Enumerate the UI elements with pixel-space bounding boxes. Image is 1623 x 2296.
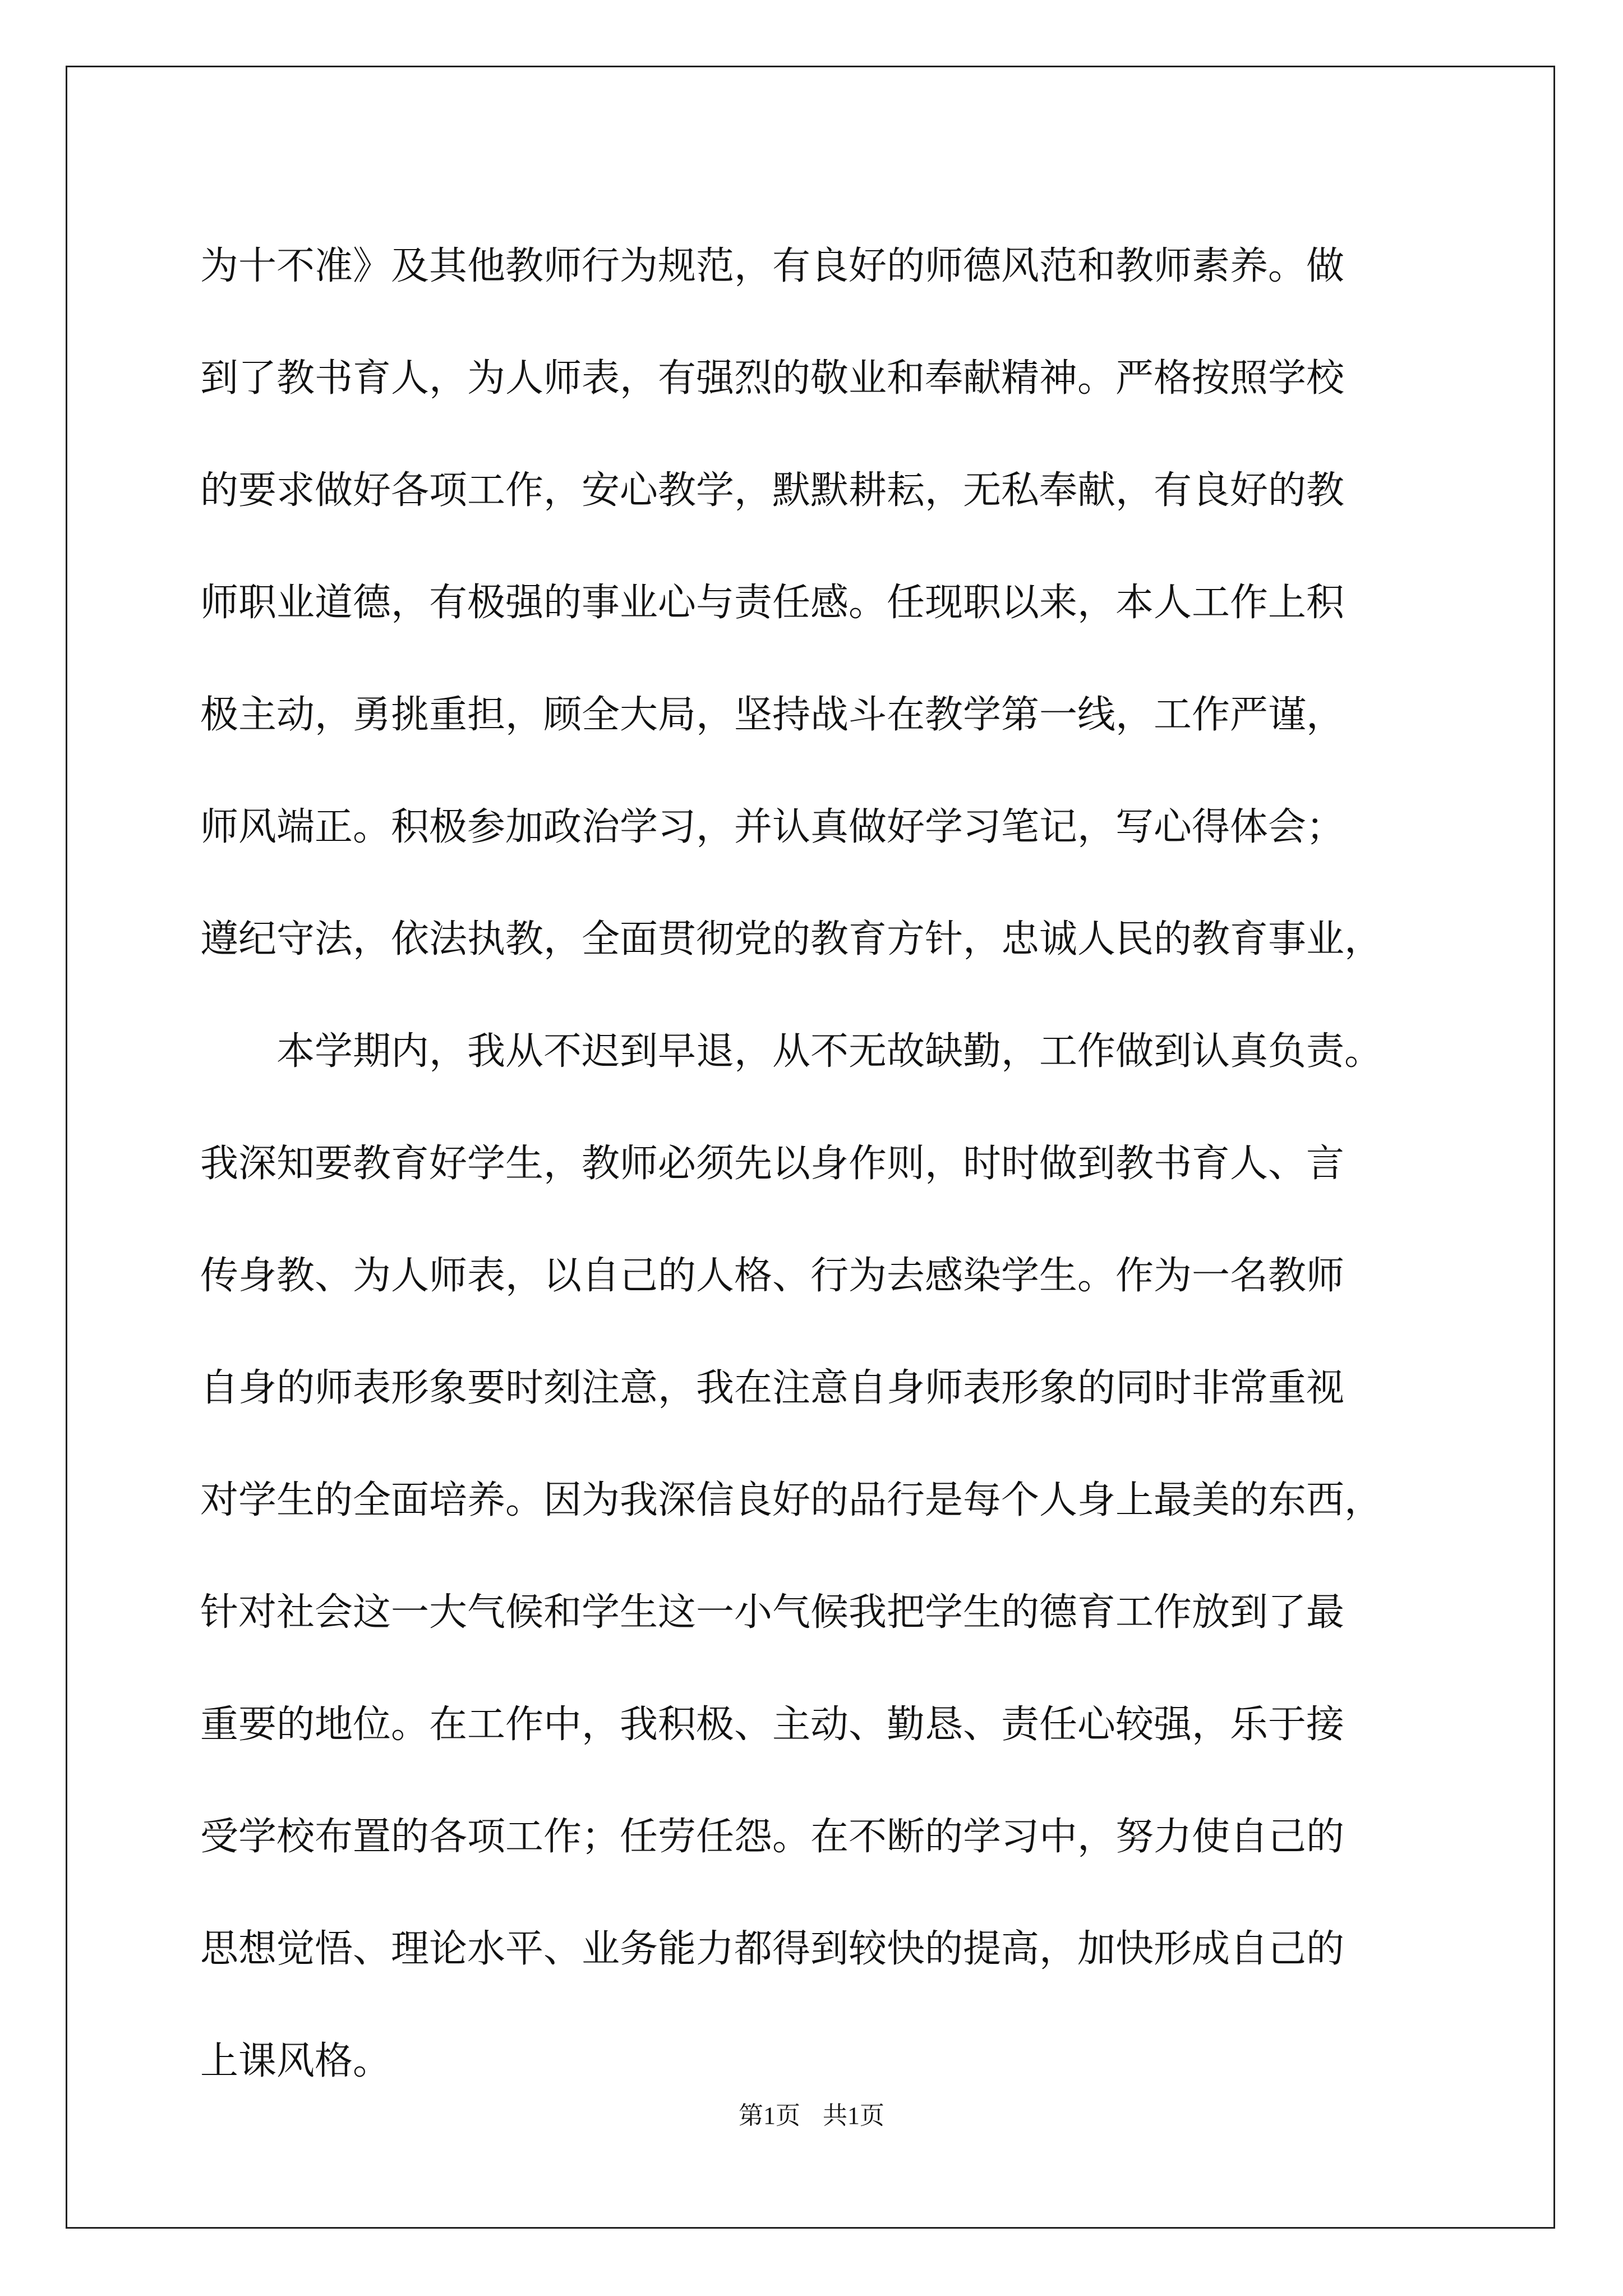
text-line: 遵纪守法，依法执教，全面贯彻党的教育方针，忠诚人民的教育事业，	[200, 917, 1383, 961]
text-line: 对学生的全面培养。因为我深信良好的品行是每个人身上最美的东西，	[200, 1478, 1383, 1522]
text-line: 传身教、为人师表，以自己的人格、行为去感染学生。作为一名教师	[200, 1254, 1345, 1298]
page-footer	[0, 2095, 1623, 2131]
text-line: 为十不准》及其他教师行为规范，有良好的师德风范和教师素养。做	[200, 244, 1345, 288]
text-line: 师职业道德，有极强的事业心与责任感。任现职以来，本人工作上积	[200, 581, 1345, 625]
text-line: 针对社会这一大气候和学生这一小气候我把学生的德育工作放到了最	[200, 1590, 1345, 1635]
document-body	[200, 210, 1473, 2118]
text-line: 我深知要教育好学生，教师必须先以身作则，时时做到教书育人、言	[200, 1142, 1345, 1186]
text-line: 重要的地位。在工作中，我积极、主动、勤恳、责任心较强，乐于接	[200, 1703, 1345, 1747]
text-line: 受学校布置的各项工作；任劳任怨。在不断的学习中，努力使自己的	[200, 1815, 1345, 1859]
text-line: 上课风格。	[200, 2039, 391, 2083]
page-number: 第1页	[739, 2102, 800, 2129]
text-line: 极主动，勇挑重担，顾全大局，坚持战斗在教学第一线，工作严谨，	[200, 693, 1345, 737]
text-line: 师风端正。积极参加政治学习，并认真做好学习笔记，写心得体会；	[200, 805, 1345, 849]
text-line: 思想觉悟、理论水平、业务能力都得到较快的提高，加快形成自己的	[200, 1927, 1345, 1971]
text-line: 到了教书育人，为人师表，有强烈的敬业和奉献精神。严格按照学校	[200, 356, 1345, 401]
text-line: 自身的师表形象要时刻注意，我在注意自身师表形象的同时非常重视	[200, 1366, 1345, 1410]
text-line: 的要求做好各项工作，安心教学，默默耕耘，无私奉献，有良好的教	[200, 468, 1345, 513]
page-total: 共1页	[823, 2102, 884, 2129]
paragraph-start-line: 本学期内，我从不迟到早退，从不无故缺勤，工作做到认真负责。	[276, 1029, 1383, 1074]
